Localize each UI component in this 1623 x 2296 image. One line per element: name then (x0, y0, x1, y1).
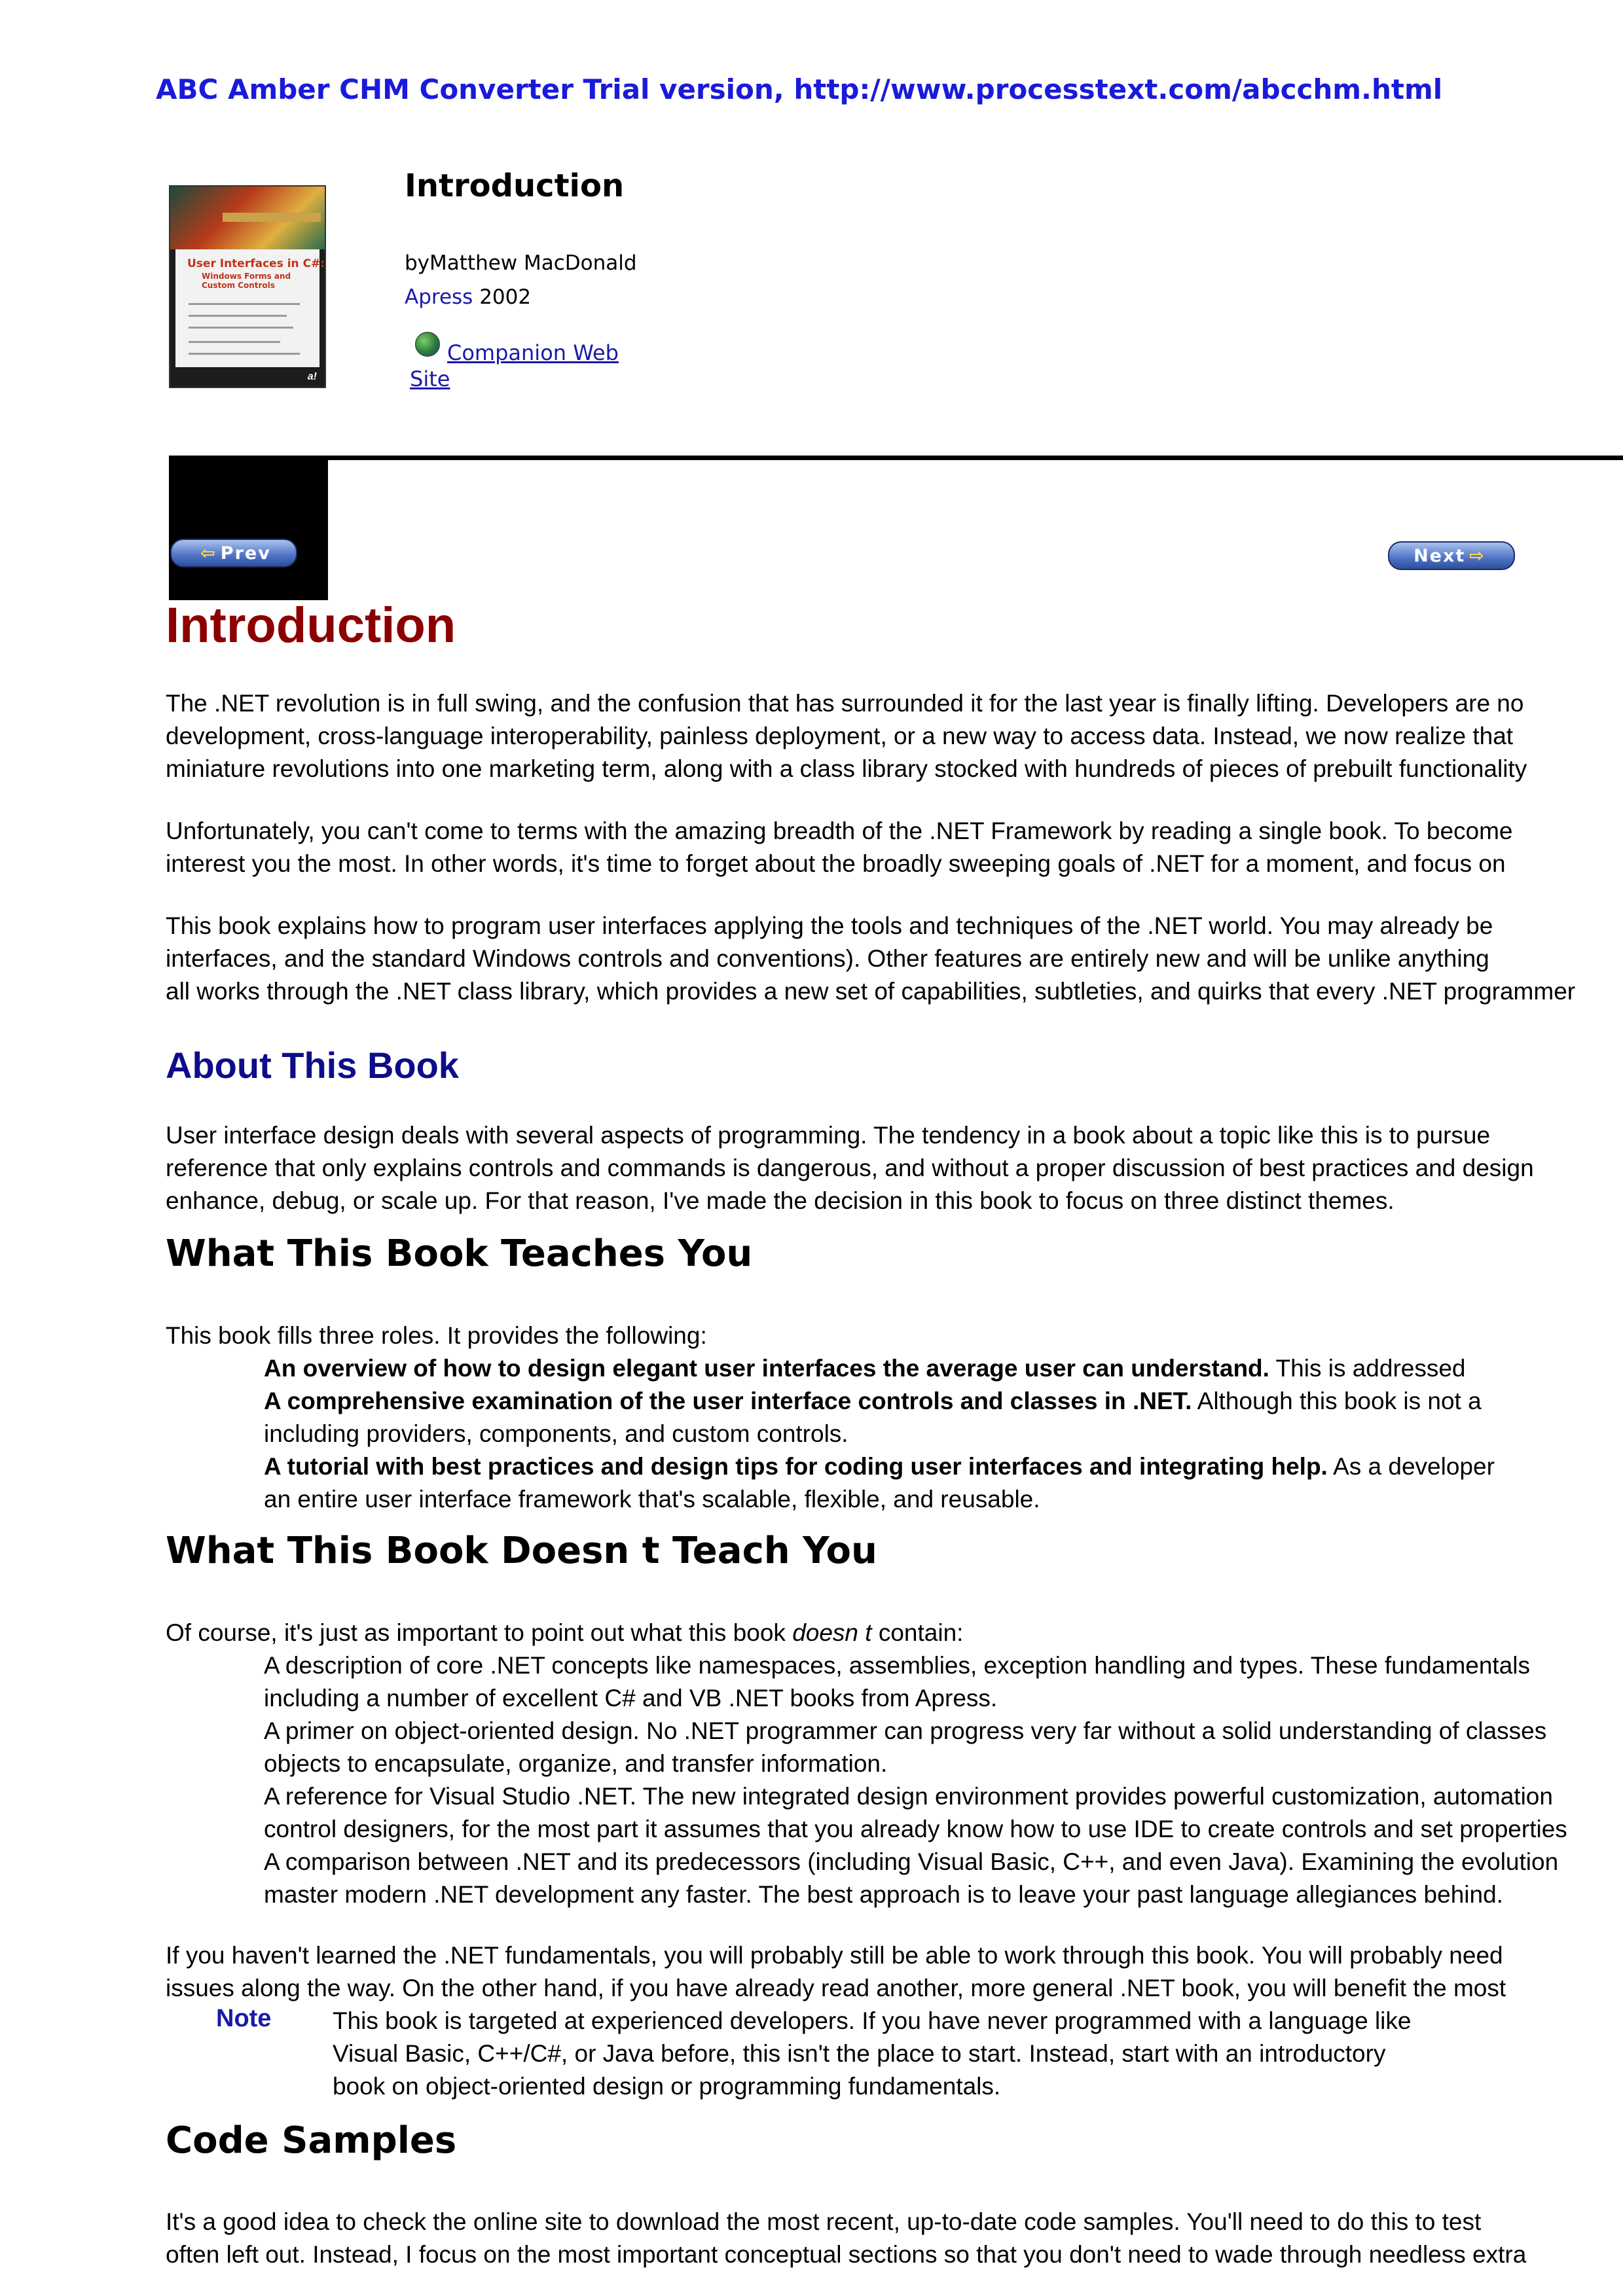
teaches-list (264, 1352, 1495, 1516)
code-samples-heading: Code Samples (166, 2119, 457, 2162)
cover-footer (170, 367, 325, 387)
globe-icon (415, 332, 440, 357)
list-item: A primer on object-oriented design. No .NET programmer can progress very far without a solid understanding of classes (264, 1717, 1547, 1744)
list-item-bold: A tutorial with best practices and design tips for coding user interfaces and integrating help. (264, 1453, 1328, 1480)
cover-author-strip (223, 213, 321, 222)
list-item-continuation: including providers, components, and custom controls. (264, 1420, 848, 1447)
publisher-logo: a! (307, 371, 317, 382)
list-item-bold: An overview of how to design elegant user interfaces the average user can understand. (264, 1355, 1269, 1382)
list-item (264, 1385, 1495, 1418)
code-samples-paragraph (166, 2206, 1526, 2271)
cover-text-line (189, 315, 287, 317)
book-publisher (405, 285, 531, 309)
next-button-label: Next (1413, 545, 1466, 566)
arrow-right-icon: ⇨ (1469, 545, 1486, 566)
list-item: A comparison between .NET and its predecessors (including Visual Basic, C++, and even Java). Examining the evolution (264, 1848, 1559, 1875)
about-paragraph (166, 1119, 1534, 1217)
text-line: Unfortunately, you can't come to terms with the amazing breadth of the .NET Framework by reading a single book. To become (166, 817, 1513, 844)
companion-web-site-link-line2[interactable]: Site (410, 367, 450, 391)
text-line: This book explains how to program user interfaces applying the tools and techniques of the .NET world. You may already be (166, 912, 1493, 939)
list-item (264, 1352, 1495, 1385)
list-item-continuation: an entire user interface framework that's scalable, flexible, and reusable. (264, 1486, 1040, 1513)
text-line: User interface design deals with several aspects of programming. The tendency in a book about a topic like this is to pursue (166, 1122, 1491, 1149)
page-title: Introduction (166, 598, 456, 653)
text-line: This book is targeted at experienced developers. If you have never programmed with a language like (333, 2007, 1412, 2034)
text-line: It's a good idea to check the online site to download the most recent, up-to-date code samples. You'll need to do this to test (166, 2208, 1482, 2235)
cover-text-line (189, 303, 300, 305)
companion-web-site-link[interactable]: Companion Web (447, 340, 619, 365)
list-item-continuation: control designers, for the most part it assumes that you already know how to use IDE to create controls and set properties (264, 1816, 1567, 1842)
nav-block (169, 460, 328, 600)
teaches-heading: What This Book Teaches You (166, 1232, 753, 1275)
fundamentals-paragraph (166, 1939, 1506, 2005)
list-item-text: As a developer (1327, 1453, 1495, 1480)
list-item-continuation: including a number of excellent C# and VB .NET books from Apress. (264, 1685, 998, 1712)
text-line: miniature revolutions into one marketing term, along with a class library stocked with hundreds of pieces of prebuilt functionality (166, 755, 1527, 782)
doesnt-teach-heading: What This Book Doesn t Teach You (166, 1530, 877, 1572)
cover-text-line (189, 327, 293, 329)
list-item-continuation: objects to encapsulate, organize, and transfer information. (264, 1750, 888, 1777)
text-line: The .NET revolution is in full swing, and the confusion that has surrounded it for the last year is finally lifting. Developers are no (166, 690, 1524, 717)
lead-emphasis: doesn t (792, 1619, 872, 1646)
text-line: Visual Basic, C++/C#, or Java before, this isn't the place to start. Instead, start with an introductory (333, 2040, 1386, 2067)
prev-button[interactable] (170, 539, 297, 567)
intro-paragraph-2 (166, 815, 1513, 880)
about-heading: About This Book (166, 1045, 459, 1086)
list-item-text: Although this book is not a (1192, 1388, 1482, 1414)
list-item-continuation: master modern .NET development any faster. The best approach is to leave your past language allegiances behind. (264, 1881, 1503, 1908)
publication-year: 2002 (479, 285, 532, 309)
book-author: byMatthew MacDonald (405, 251, 637, 275)
note-text (333, 2005, 1411, 2103)
list-item: A reference for Visual Studio .NET. The new integrated design environment provides powerful customization, automation (264, 1783, 1553, 1810)
text-line: reference that only explains controls and commands is dangerous, and without a proper discussion of best practices and design (166, 1155, 1534, 1181)
doesnt-lead (166, 1617, 963, 1649)
note-label: Note (216, 2005, 272, 2032)
text-line: If you haven't learned the .NET fundamentals, you will probably still be able to work through this book. You will probably need (166, 1942, 1503, 1969)
text-line: enhance, debug, or scale up. For that reason, I've made the decision in this book to focus on three distinct themes. (166, 1187, 1395, 1214)
cover-title: User Interfaces in C#: (187, 257, 325, 270)
intro-paragraph-1 (166, 687, 1527, 785)
prev-button-label: Prev (220, 543, 271, 564)
text-line: book on object-oriented design or programming fundamentals. (333, 2073, 1001, 2100)
trial-banner: ABC Amber CHM Converter Trial version, http://www.processtext.com/abcchm.html (156, 73, 1443, 105)
publisher-link[interactable]: Apress (405, 285, 473, 309)
cover-subtitle: Windows Forms and Custom Controls (202, 272, 291, 290)
cover-body (175, 249, 325, 367)
doesnt-list (264, 1649, 1567, 1911)
list-item: A description of core .NET concepts like namespaces, assemblies, exception handling and types. These fundamentals (264, 1652, 1531, 1679)
teaches-lead: This book fills three roles. It provides the following: (166, 1322, 707, 1349)
text-line: often left out. Instead, I focus on the most important conceptual sections so that you don't need to wade through needless extra (166, 2241, 1527, 2268)
text-line: development, cross-language interoperability, painless deployment, or a new way to access data. Instead, we now realize that (166, 723, 1514, 749)
list-item (264, 1450, 1495, 1483)
header-divider (169, 456, 1623, 460)
book-title: Introduction (405, 168, 625, 204)
next-button[interactable] (1388, 541, 1515, 570)
intro-paragraph-3 (166, 910, 1575, 1008)
text-line: interfaces, and the standard Windows controls and conventions). Other features are entirely new and will be unlike anything (166, 945, 1489, 972)
lead-text-end: contain: (871, 1619, 964, 1646)
cover-text-line (189, 341, 280, 343)
text-line: interest you the most. In other words, it's time to forget about the broadly sweeping goals of .NET for a moment, and focus on (166, 850, 1506, 877)
list-item-text: This is addressed (1269, 1355, 1466, 1382)
lead-text: Of course, it's just as important to point out what this book (166, 1619, 793, 1646)
text-line: all works through the .NET class library, which provides a new set of capabilities, subtleties, and quirks that every .NET programmer (166, 978, 1576, 1005)
cover-text-line (189, 353, 300, 355)
book-cover-image (169, 185, 326, 388)
text-line: issues along the way. On the other hand, if you have already read another, more general .NET book, you will benefit the most (166, 1975, 1506, 2001)
list-item-bold: A comprehensive examination of the user interface controls and classes in .NET. (264, 1388, 1192, 1414)
arrow-left-icon: ⇦ (200, 543, 217, 564)
